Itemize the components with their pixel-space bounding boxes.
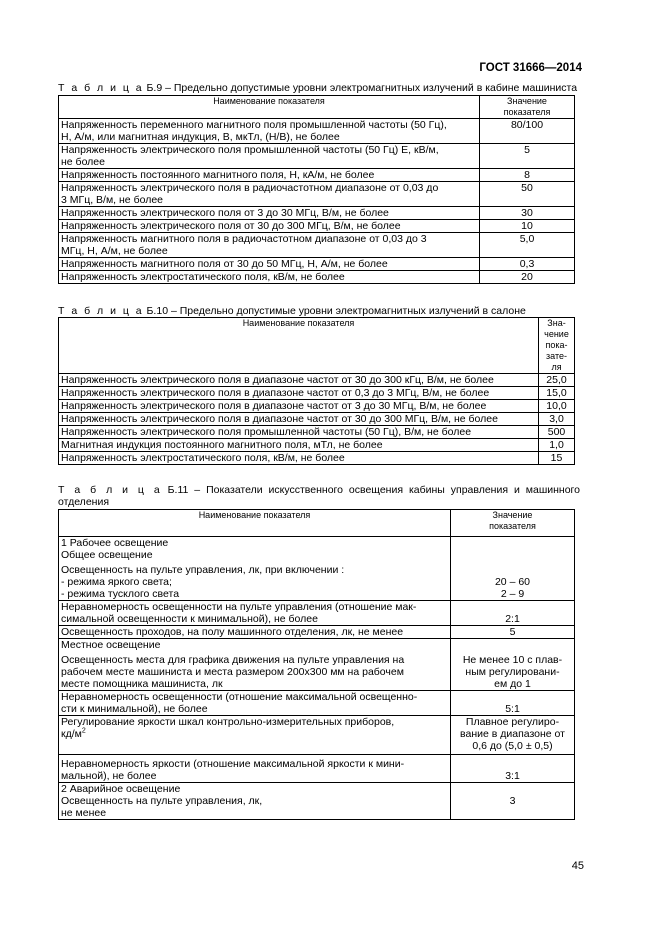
caption-text: Б.10 – Предельно допустимые уровни электромагнитных излучений в салоне [143, 305, 526, 317]
col-header-name: Наименование показателя [59, 96, 480, 119]
row-value: 5 [480, 144, 575, 169]
row-value: 5:1 [451, 691, 575, 716]
table-row [59, 783, 575, 820]
caption-text-1: Б.11 – Показатели искусственного освещения кабины управления и машинного [161, 484, 580, 496]
table-row [59, 182, 575, 207]
table-row [59, 626, 575, 639]
table-header-row [59, 318, 575, 374]
row-value: 10 [480, 220, 575, 233]
row-value: 5 [451, 626, 575, 639]
table-row [59, 639, 575, 691]
table-row [59, 716, 575, 755]
row-name: Напряженность электрического поля промышленной частоты (50 Гц) Е, кВ/м, не более [59, 144, 480, 169]
row-value: 30 [480, 207, 575, 220]
standard-header: ГОСТ 31666—2014 [479, 62, 582, 74]
col-header-value: Зна- чение пока- зате- ля [539, 318, 575, 374]
row-name: Напряженность электрического поля от 3 до 30 МГц, В/м, не более [59, 207, 480, 220]
row-value: 20 – 60 2 – 9 [451, 537, 575, 601]
row-name: Местное освещение Освещенность места для графика движения на пульте управления на рабочем месте машиниста и места размером 200х300 мм на рабочем месте помощника машиниста, лк [59, 639, 451, 691]
row-name: Напряженность электрического поля промышленной частоты (50 Гц), В/м, не более [59, 426, 539, 439]
table-row [59, 233, 575, 258]
row-value: 8 [480, 169, 575, 182]
table-row [59, 220, 575, 233]
caption-label: Т а б л и ц а [58, 484, 162, 496]
table-b11 [58, 509, 575, 820]
table-row [59, 426, 575, 439]
row-name: 2 Аварийное освещение Освещенность на пульте управления, лк, не менее [59, 783, 451, 820]
row-value: 80/100 [480, 119, 575, 144]
table-b10-caption [58, 305, 580, 317]
table-row [59, 374, 575, 387]
row-value: Не менее 10 с плав- ным регулировани- ем до 1 [451, 639, 575, 691]
caption-text: Б.9 – Предельно допустимые уровни электромагнитных излучений в кабине машиниста [143, 82, 578, 94]
table-row [59, 400, 575, 413]
table-b9 [58, 95, 575, 284]
row-name: Напряженность магнитного поля от 30 до 50 МГц, Н, А/м, не более [59, 258, 480, 271]
table-header-row [59, 510, 575, 537]
row-name: Неравномерность освещенности (отношение максимальной освещенно- сти к минимальной), не более [59, 691, 451, 716]
row-value: 15,0 [539, 387, 575, 400]
row-value: 10,0 [539, 400, 575, 413]
table-row [59, 439, 575, 452]
table-row [59, 207, 575, 220]
row-name: 1 Рабочее освещение Общее освещение Освещенность на пульте управления, лк, при включении : - режима яркого света; - режима тусклого света [59, 537, 451, 601]
row-value: 3,0 [539, 413, 575, 426]
row-value: 50 [480, 182, 575, 207]
row-value: Плавное регулиро- вание в диапазоне от 0,6 до (5,0 ± 0,5) [451, 716, 575, 755]
row-value: 0,3 [480, 258, 575, 271]
table-row [59, 271, 575, 284]
row-name: Неравномерность яркости (отношение максимальной яркости к мини- мальной), не более [59, 755, 451, 783]
caption-label: Т а б л и ц а [58, 82, 144, 94]
caption-label: Т а б л и ц а [58, 305, 144, 317]
table-row [59, 537, 575, 601]
table-row [59, 387, 575, 400]
row-name: Напряженность постоянного магнитного поля, Н, кА/м, не более [59, 169, 480, 182]
row-name: Магнитная индукция постоянного магнитного поля, мТл, не более [59, 439, 539, 452]
table-row [59, 452, 575, 465]
row-name: Освещенность проходов, на полу машинного отделения, лк, не менее [59, 626, 451, 639]
row-value: 1,0 [539, 439, 575, 452]
row-name: Напряженность магнитного поля в радиочастотном диапазоне от 0,03 до 3 МГц, Н, А/м, не более [59, 233, 480, 258]
table-row [59, 755, 575, 783]
row-name: Неравномерность освещенности на пульте управления (отношение мак- симальной освещенности к минимальной), не более [59, 601, 451, 626]
table-row [59, 601, 575, 626]
col-header-value: Значение показателя [480, 96, 575, 119]
row-name: Напряженность электрического поля от 30 до 300 МГц, В/м, не более [59, 220, 480, 233]
table-row [59, 169, 575, 182]
row-name: Напряженность электрического поля в диапазоне частот от 0,3 до 3 МГц, В/м, не более [59, 387, 539, 400]
row-value: 500 [539, 426, 575, 439]
row-value: 25,0 [539, 374, 575, 387]
table-row [59, 413, 575, 426]
table-row [59, 258, 575, 271]
col-header-name: Наименование показателя [59, 318, 539, 374]
row-name: Регулирование яркости шкал контрольно-измерительных приборов, $кд/м^2$ [59, 716, 451, 755]
row-name: Напряженность электрического поля в диапазоне частот от 30 до 300 МГц, В/м, не более [59, 413, 539, 426]
row-value: 3:1 [451, 755, 575, 783]
row-value: 15 [539, 452, 575, 465]
table-row [59, 691, 575, 716]
page-number: 45 [571, 860, 584, 872]
row-name: Напряженность электрического поля в диапазоне частот от 30 до 300 кГц, В/м, не более [59, 374, 539, 387]
row-value: 5,0 [480, 233, 575, 258]
table-b10 [58, 317, 575, 465]
table-header-row [59, 96, 575, 119]
table-b11-caption [58, 484, 580, 508]
row-name: Напряженность переменного магнитного поля промышленной частоты (50 Гц), Н, А/м, или магнитная индукция, В, мкТл, (Н/В), не более [59, 119, 480, 144]
col-header-name: Наименование показателя [59, 510, 451, 537]
row-name: Напряженность электрического поля в диапазоне частот от 3 до 30 МГц, В/м, не более [59, 400, 539, 413]
caption-text-2: отделения [58, 496, 110, 508]
row-name: Напряженность электростатического поля, кВ/м, не более [59, 452, 539, 465]
row-value: 2:1 [451, 601, 575, 626]
table-b9-caption [58, 82, 580, 94]
row-value: 3 [451, 783, 575, 820]
table-row [59, 119, 575, 144]
row-value: 20 [480, 271, 575, 284]
col-header-value: Значение показателя [451, 510, 575, 537]
row-name: Напряженность электростатического поля, кВ/м, не более [59, 271, 480, 284]
table-row [59, 144, 575, 169]
row-name: Напряженность электрического поля в радиочастотном диапазоне от 0,03 до 3 МГц, В/м, не более [59, 182, 480, 207]
